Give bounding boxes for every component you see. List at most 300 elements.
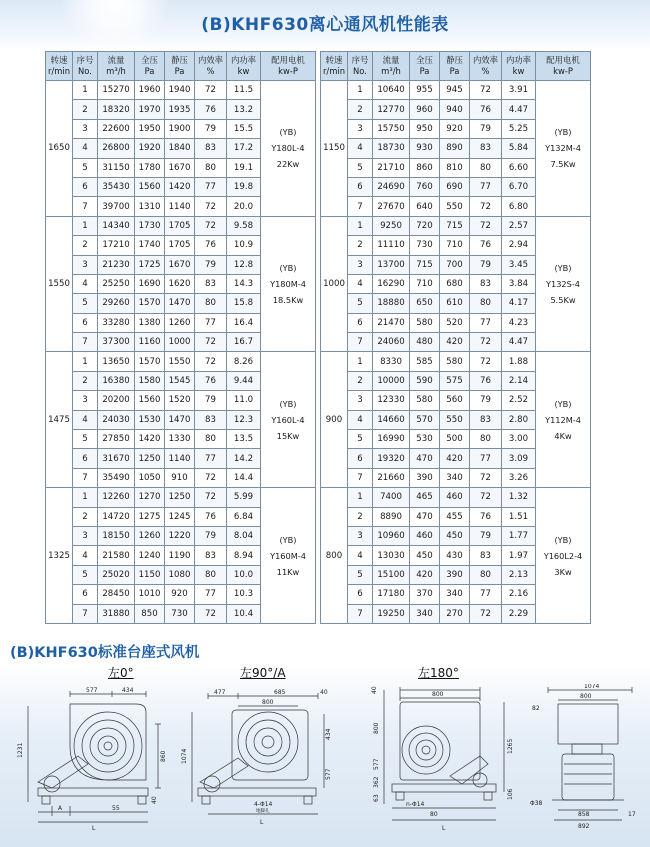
row-number: 1 xyxy=(348,81,373,100)
total-pressure-cell: 860 xyxy=(410,158,440,177)
total-pressure-cell: 720 xyxy=(410,216,440,235)
power-cell: 1.88 xyxy=(502,352,536,371)
efficiency-cell: 83 xyxy=(470,546,502,565)
total-pressure-cell: 370 xyxy=(410,585,440,604)
static-pressure-cell: 910 xyxy=(165,468,195,487)
power-cell: 3.45 xyxy=(502,255,536,274)
column-header xyxy=(470,52,502,81)
motor-motor-power: 15Kw xyxy=(276,430,300,441)
dim-800: 800 xyxy=(580,693,592,700)
flow-cell: 19320 xyxy=(373,449,410,468)
speed-cell: 1475 xyxy=(46,352,73,488)
hole-spec: n-Φ14 xyxy=(406,801,425,808)
total-pressure-cell: 1950 xyxy=(135,119,165,138)
static-pressure-cell: 1000 xyxy=(165,333,195,352)
total-pressure-cell: 1920 xyxy=(135,139,165,158)
flow-cell: 16290 xyxy=(373,274,410,293)
flow-cell: 14660 xyxy=(373,410,410,429)
total-pressure-cell: 1690 xyxy=(135,274,165,293)
column-header-name: 静压 xyxy=(171,55,188,65)
power-cell: 19.1 xyxy=(227,158,261,177)
total-pressure-cell: 1150 xyxy=(135,565,165,584)
static-pressure-cell: 1935 xyxy=(165,100,195,119)
dim-1265: 1265 xyxy=(507,738,514,754)
row-number: 3 xyxy=(348,391,373,410)
column-header xyxy=(502,52,536,81)
motor-motor-power: 22Kw xyxy=(276,159,300,170)
flow-cell: 37300 xyxy=(98,333,135,352)
column-header-name: 内功率 xyxy=(230,55,257,65)
efficiency-cell: 72 xyxy=(195,197,227,216)
static-pressure-cell: 575 xyxy=(440,371,470,390)
total-pressure-cell: 390 xyxy=(410,468,440,487)
power-cell: 4.23 xyxy=(502,313,536,332)
motor-motor-power: 4Kw xyxy=(554,430,572,441)
dim-63: 63 xyxy=(373,794,380,802)
row-number: 5 xyxy=(73,430,98,449)
efficiency-cell: 72 xyxy=(470,352,502,371)
total-pressure-cell: 710 xyxy=(410,274,440,293)
motor-cell xyxy=(536,488,591,624)
performance-tables xyxy=(45,51,590,631)
column-header-unit: kw-P xyxy=(553,66,573,76)
efficiency-cell: 72 xyxy=(195,604,227,623)
speed-cell: 800 xyxy=(321,488,348,624)
static-pressure-cell: 1470 xyxy=(165,294,195,313)
static-pressure-cell: 890 xyxy=(440,139,470,158)
motor-motor-type: Y160L2-4 xyxy=(543,550,583,561)
motor-motor-type: Y132M-4 xyxy=(545,143,581,154)
static-pressure-cell: 1545 xyxy=(165,371,195,390)
power-cell: 2.16 xyxy=(502,585,536,604)
flow-cell: 7400 xyxy=(373,488,410,507)
flow-cell: 31150 xyxy=(98,158,135,177)
row-number: 3 xyxy=(73,255,98,274)
efficiency-cell: 80 xyxy=(470,430,502,449)
row-number: 2 xyxy=(348,507,373,526)
row-number: 7 xyxy=(73,333,98,352)
static-pressure-cell: 1245 xyxy=(165,507,195,526)
total-pressure-cell: 1420 xyxy=(135,430,165,449)
power-cell: 8.94 xyxy=(227,546,261,565)
efficiency-cell: 83 xyxy=(470,139,502,158)
column-header-name: 全压 xyxy=(141,55,158,65)
power-cell: 1.32 xyxy=(502,488,536,507)
row-number: 7 xyxy=(348,333,373,352)
flow-cell: 20200 xyxy=(98,391,135,410)
efficiency-cell: 72 xyxy=(470,81,502,100)
dim-800-side: 800 xyxy=(373,722,380,734)
motor-motor-type: Y112M-4 xyxy=(545,414,581,425)
column-header-name: 序号 xyxy=(351,55,369,65)
column-header-unit: m³/h xyxy=(381,66,401,76)
flow-cell: 14720 xyxy=(98,507,135,526)
total-pressure-cell: 1050 xyxy=(135,468,165,487)
header-row xyxy=(321,52,591,81)
row-number: 3 xyxy=(73,119,98,138)
dim-1074: 1074 xyxy=(181,748,188,764)
flow-cell: 21710 xyxy=(373,158,410,177)
hole-note: 地脚孔 xyxy=(256,809,270,814)
static-pressure-cell: 340 xyxy=(440,468,470,487)
total-pressure-cell: 760 xyxy=(410,177,440,196)
flow-cell: 12770 xyxy=(373,100,410,119)
dim-892: 892 xyxy=(578,823,590,830)
speed-cell: 1000 xyxy=(321,216,348,352)
total-pressure-cell: 585 xyxy=(410,352,440,371)
static-pressure-cell: 1330 xyxy=(165,430,195,449)
efficiency-cell: 79 xyxy=(470,526,502,545)
power-cell: 10.4 xyxy=(227,604,261,623)
hole-spec: 4-Φ14 xyxy=(254,801,273,808)
power-cell: 9.44 xyxy=(227,371,261,390)
dim-685: 685 xyxy=(274,689,286,696)
efficiency-cell: 83 xyxy=(470,410,502,429)
column-header-unit: % xyxy=(206,66,215,76)
dim-577: 577 xyxy=(373,758,380,770)
column-header-name: 配用电机 xyxy=(546,55,580,65)
row-number: 1 xyxy=(73,352,98,371)
static-pressure-cell: 715 xyxy=(440,216,470,235)
total-pressure-cell: 1560 xyxy=(135,177,165,196)
total-pressure-cell: 930 xyxy=(410,139,440,158)
power-cell: 2.94 xyxy=(502,236,536,255)
efficiency-cell: 72 xyxy=(470,468,502,487)
total-pressure-cell: 580 xyxy=(410,391,440,410)
power-cell: 10.0 xyxy=(227,565,261,584)
total-pressure-cell: 1570 xyxy=(135,352,165,371)
power-cell: 1.77 xyxy=(502,526,536,545)
flow-cell: 9250 xyxy=(373,216,410,235)
flow-cell: 28450 xyxy=(98,585,135,604)
static-pressure-cell: 560 xyxy=(440,391,470,410)
total-pressure-cell: 1560 xyxy=(135,391,165,410)
table-row xyxy=(321,216,591,235)
total-pressure-cell: 955 xyxy=(410,81,440,100)
power-cell: 2.80 xyxy=(502,410,536,429)
dim-860: 860 xyxy=(160,750,167,762)
flow-cell: 12330 xyxy=(373,391,410,410)
motor-motor-power: 5.5Kw xyxy=(550,295,576,306)
efficiency-cell: 83 xyxy=(195,274,227,293)
column-header-unit: Pa xyxy=(449,66,460,76)
column-header xyxy=(348,52,373,81)
dim-l: L xyxy=(260,819,264,826)
speed-cell: 1325 xyxy=(46,488,73,624)
total-pressure-cell: 1970 xyxy=(135,100,165,119)
column-header xyxy=(261,52,316,81)
dim-477: 477 xyxy=(214,689,226,696)
dim-577: 577 xyxy=(86,687,98,694)
efficiency-cell: 76 xyxy=(195,507,227,526)
performance-table-left xyxy=(45,51,316,624)
static-pressure-cell: 1550 xyxy=(165,352,195,371)
total-pressure-cell: 470 xyxy=(410,507,440,526)
dim-40: 40 xyxy=(151,796,158,804)
flow-cell: 21230 xyxy=(98,255,135,274)
power-cell: 5.84 xyxy=(502,139,536,158)
row-number: 5 xyxy=(73,565,98,584)
flow-cell: 16380 xyxy=(98,371,135,390)
efficiency-cell: 79 xyxy=(195,526,227,545)
power-cell: 2.29 xyxy=(502,604,536,623)
motor-motor-model: (YB) xyxy=(279,263,297,274)
dim-80: 80 xyxy=(430,811,438,818)
power-cell: 17.2 xyxy=(227,139,261,158)
power-cell: 12.8 xyxy=(227,255,261,274)
dim-858: 858 xyxy=(578,811,590,818)
row-number: 3 xyxy=(348,526,373,545)
dim-800-top: 800 xyxy=(432,691,444,698)
static-pressure-cell: 340 xyxy=(440,585,470,604)
view-label-left-90: 左90°/A xyxy=(240,666,286,680)
power-cell: 14.2 xyxy=(227,449,261,468)
motor-motor-type: Y180M-4 xyxy=(270,279,306,290)
flow-cell: 39700 xyxy=(98,197,135,216)
row-number: 2 xyxy=(73,507,98,526)
static-pressure-cell: 1220 xyxy=(165,526,195,545)
motor-motor-type: Y132S-4 xyxy=(546,279,580,290)
row-number: 3 xyxy=(73,526,98,545)
flow-cell: 18320 xyxy=(98,100,135,119)
efficiency-cell: 79 xyxy=(470,119,502,138)
total-pressure-cell: 480 xyxy=(410,333,440,352)
total-pressure-cell: 640 xyxy=(410,197,440,216)
efficiency-cell: 80 xyxy=(470,565,502,584)
column-header-unit: Pa xyxy=(419,66,430,76)
total-pressure-cell: 1160 xyxy=(135,333,165,352)
power-cell: 11.5 xyxy=(227,81,261,100)
motor-cell xyxy=(536,352,591,488)
power-cell: 15.5 xyxy=(227,119,261,138)
power-cell: 12.3 xyxy=(227,410,261,429)
power-cell: 6.60 xyxy=(502,158,536,177)
power-cell: 19.8 xyxy=(227,177,261,196)
power-cell: 3.91 xyxy=(502,81,536,100)
power-cell: 6.70 xyxy=(502,177,536,196)
static-pressure-cell: 730 xyxy=(165,604,195,623)
total-pressure-cell: 1530 xyxy=(135,410,165,429)
efficiency-cell: 79 xyxy=(470,391,502,410)
column-header xyxy=(321,52,348,81)
column-header xyxy=(135,52,165,81)
dim-362: 362 xyxy=(373,776,380,788)
motor-motor-power: 3Kw xyxy=(554,566,572,577)
power-cell: 4.47 xyxy=(502,333,536,352)
static-pressure-cell: 460 xyxy=(440,488,470,507)
dim-434: 434 xyxy=(122,687,134,694)
static-pressure-cell: 945 xyxy=(440,81,470,100)
row-number: 1 xyxy=(348,488,373,507)
total-pressure-cell: 465 xyxy=(410,488,440,507)
row-number: 5 xyxy=(73,158,98,177)
row-number: 2 xyxy=(348,236,373,255)
dim-40-top: 40 xyxy=(320,689,328,696)
column-header-name: 内效率 xyxy=(197,55,224,65)
dim-434-side: 434 xyxy=(325,728,332,740)
header-row xyxy=(46,52,316,81)
total-pressure-cell: 715 xyxy=(410,255,440,274)
row-number: 5 xyxy=(348,158,373,177)
power-cell: 10.9 xyxy=(227,236,261,255)
motor-motor-model: (YB) xyxy=(279,534,297,545)
efficiency-cell: 72 xyxy=(195,333,227,352)
drawing-end-view xyxy=(528,684,646,834)
column-header-name: 序号 xyxy=(76,55,94,65)
efficiency-cell: 76 xyxy=(470,236,502,255)
total-pressure-cell: 1275 xyxy=(135,507,165,526)
total-pressure-cell: 1780 xyxy=(135,158,165,177)
efficiency-cell: 83 xyxy=(195,546,227,565)
table-row xyxy=(46,216,316,235)
static-pressure-cell: 1140 xyxy=(165,449,195,468)
table-row xyxy=(321,352,591,371)
flow-cell: 10640 xyxy=(373,81,410,100)
row-number: 4 xyxy=(348,410,373,429)
efficiency-cell: 80 xyxy=(195,565,227,584)
motor-motor-type: Y180L-4 xyxy=(271,143,305,154)
row-number: 4 xyxy=(73,139,98,158)
power-cell: 13.5 xyxy=(227,430,261,449)
static-pressure-cell: 430 xyxy=(440,546,470,565)
drawing-left-180 xyxy=(370,684,520,834)
dim-82: 82 xyxy=(532,705,540,712)
row-number: 4 xyxy=(348,546,373,565)
row-number: 1 xyxy=(73,488,98,507)
power-cell: 5.25 xyxy=(502,119,536,138)
static-pressure-cell: 390 xyxy=(440,565,470,584)
power-cell: 2.13 xyxy=(502,565,536,584)
power-cell: 4.17 xyxy=(502,294,536,313)
row-number: 3 xyxy=(348,255,373,274)
flow-cell: 29260 xyxy=(98,294,135,313)
row-number: 2 xyxy=(73,236,98,255)
static-pressure-cell: 550 xyxy=(440,197,470,216)
motor-cell xyxy=(536,81,591,217)
column-header-unit: Pa xyxy=(144,66,155,76)
flow-cell: 17180 xyxy=(373,585,410,604)
efficiency-cell: 76 xyxy=(195,236,227,255)
motor-motor-type: Y160M-4 xyxy=(270,550,306,561)
total-pressure-cell: 590 xyxy=(410,371,440,390)
row-number: 1 xyxy=(348,352,373,371)
static-pressure-cell: 500 xyxy=(440,430,470,449)
row-number: 6 xyxy=(73,585,98,604)
static-pressure-cell: 700 xyxy=(440,255,470,274)
row-number: 4 xyxy=(348,139,373,158)
flow-cell: 15100 xyxy=(373,565,410,584)
efficiency-cell: 79 xyxy=(470,255,502,274)
dim-800: 800 xyxy=(262,699,274,706)
static-pressure-cell: 920 xyxy=(440,119,470,138)
efficiency-cell: 77 xyxy=(195,313,227,332)
efficiency-cell: 79 xyxy=(195,255,227,274)
row-number: 5 xyxy=(348,294,373,313)
efficiency-cell: 72 xyxy=(195,216,227,235)
power-cell: 3.26 xyxy=(502,468,536,487)
column-header-unit: No. xyxy=(78,66,92,76)
power-cell: 2.14 xyxy=(502,371,536,390)
column-header-unit: No. xyxy=(353,66,367,76)
static-pressure-cell: 1080 xyxy=(165,565,195,584)
row-number: 6 xyxy=(73,449,98,468)
efficiency-cell: 72 xyxy=(195,352,227,371)
column-header-name: 流量 xyxy=(107,55,125,65)
static-pressure-cell: 1705 xyxy=(165,216,195,235)
column-header xyxy=(195,52,227,81)
power-cell: 4.47 xyxy=(502,100,536,119)
efficiency-cell: 72 xyxy=(195,81,227,100)
row-number: 6 xyxy=(348,177,373,196)
dim-55: 55 xyxy=(112,805,120,812)
efficiency-cell: 77 xyxy=(195,177,227,196)
row-number: 4 xyxy=(73,546,98,565)
dim-a: A xyxy=(58,805,63,812)
flow-cell: 31670 xyxy=(98,449,135,468)
flow-cell: 19250 xyxy=(373,604,410,623)
table-row xyxy=(46,81,316,100)
total-pressure-cell: 1740 xyxy=(135,236,165,255)
static-pressure-cell: 580 xyxy=(440,352,470,371)
flow-cell: 11110 xyxy=(373,236,410,255)
total-pressure-cell: 340 xyxy=(410,604,440,623)
static-pressure-cell: 1670 xyxy=(165,158,195,177)
view-label-left-180: 左180° xyxy=(418,666,459,680)
motor-cell xyxy=(261,216,316,352)
static-pressure-cell: 1190 xyxy=(165,546,195,565)
motor-motor-model: (YB) xyxy=(279,127,297,138)
total-pressure-cell: 850 xyxy=(135,604,165,623)
column-header-name: 内功率 xyxy=(505,55,532,65)
motor-cell xyxy=(261,81,316,217)
efficiency-cell: 80 xyxy=(195,158,227,177)
efficiency-cell: 77 xyxy=(195,449,227,468)
flow-cell: 13030 xyxy=(373,546,410,565)
static-pressure-cell: 710 xyxy=(440,236,470,255)
power-cell: 13.2 xyxy=(227,100,261,119)
column-header-unit: r/min xyxy=(47,66,71,76)
static-pressure-cell: 1620 xyxy=(165,274,195,293)
dim-shaft: Φ38 xyxy=(530,800,543,807)
row-number: 1 xyxy=(73,81,98,100)
power-cell: 14.3 xyxy=(227,274,261,293)
flow-cell: 21470 xyxy=(373,313,410,332)
table-row xyxy=(46,488,316,507)
dim-l: L xyxy=(442,825,446,832)
efficiency-cell: 76 xyxy=(195,100,227,119)
power-cell: 1.97 xyxy=(502,546,536,565)
static-pressure-cell: 1140 xyxy=(165,197,195,216)
row-number: 7 xyxy=(73,604,98,623)
dim-106: 106 xyxy=(507,788,514,800)
static-pressure-cell: 270 xyxy=(440,604,470,623)
column-header-unit: % xyxy=(481,66,490,76)
motor-motor-model: (YB) xyxy=(279,398,297,409)
column-header xyxy=(227,52,261,81)
total-pressure-cell: 450 xyxy=(410,546,440,565)
total-pressure-cell: 1730 xyxy=(135,216,165,235)
flow-cell: 16990 xyxy=(373,430,410,449)
total-pressure-cell: 580 xyxy=(410,313,440,332)
column-header xyxy=(165,52,195,81)
row-number: 5 xyxy=(348,430,373,449)
power-cell: 8.04 xyxy=(227,526,261,545)
flow-cell: 17210 xyxy=(98,236,135,255)
flow-cell: 15270 xyxy=(98,81,135,100)
flow-cell: 35490 xyxy=(98,468,135,487)
total-pressure-cell: 650 xyxy=(410,294,440,313)
power-cell: 8.26 xyxy=(227,352,261,371)
